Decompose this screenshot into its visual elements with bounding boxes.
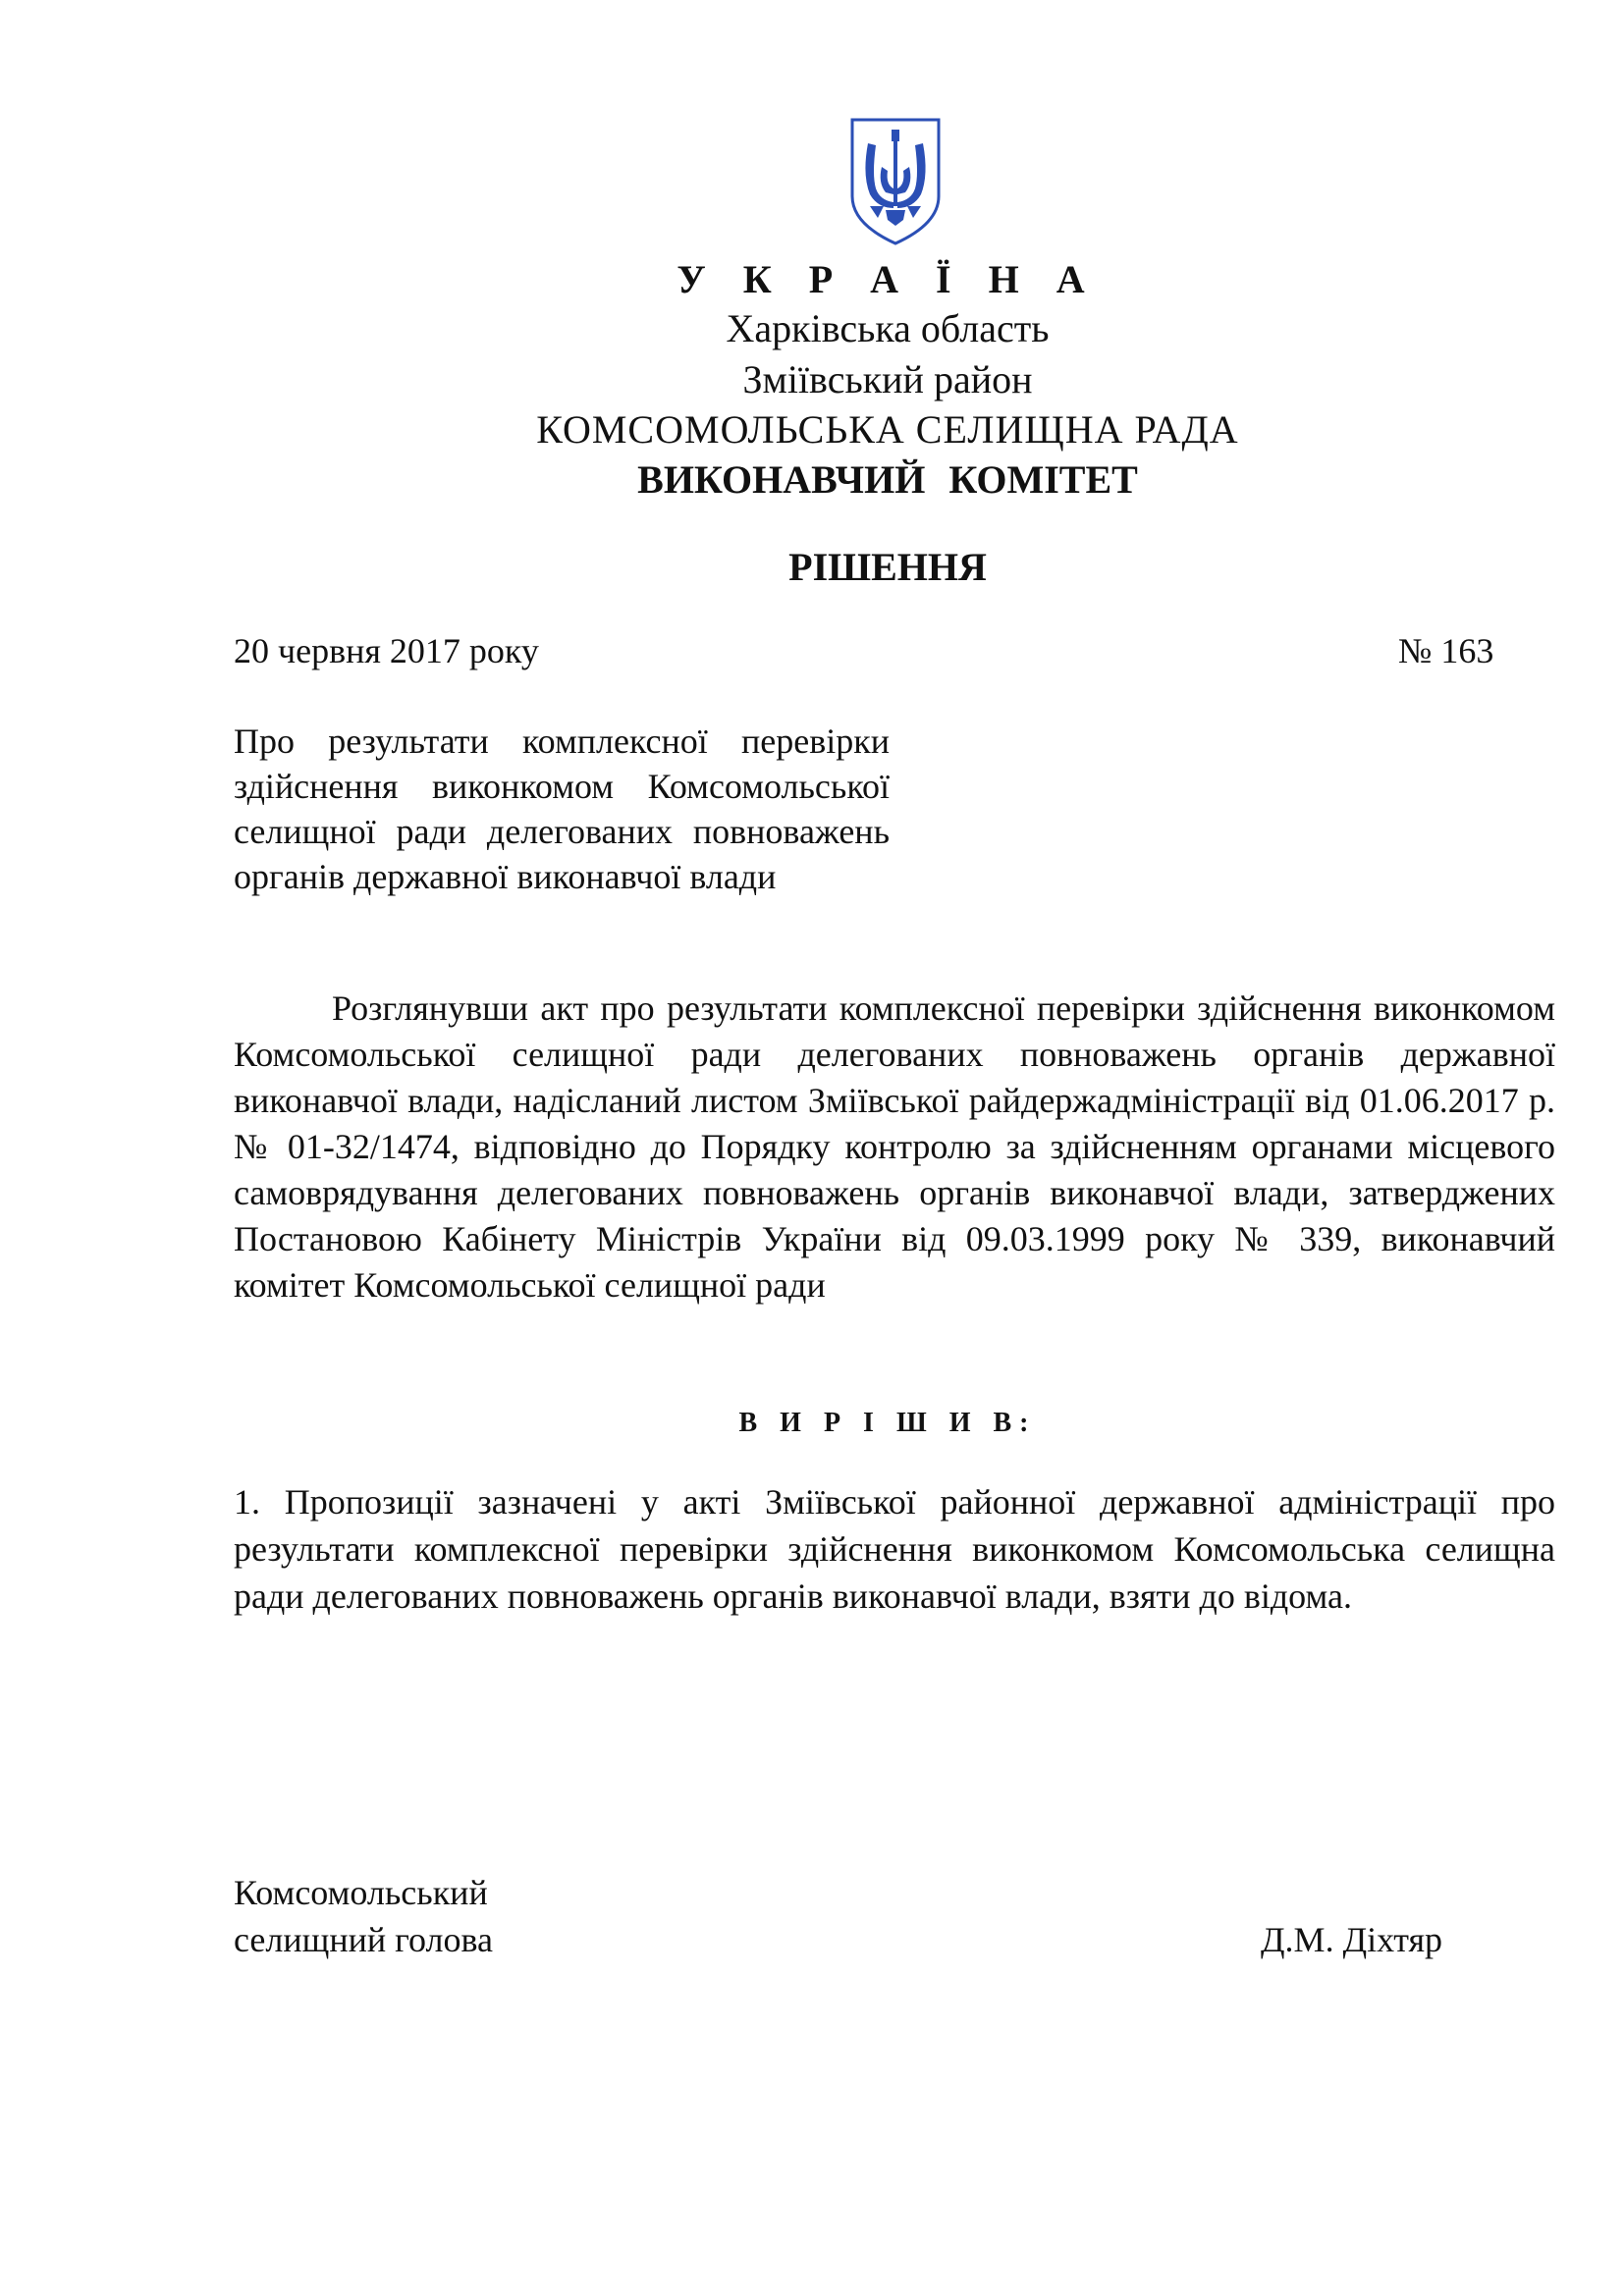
signatory-name: Д.М. Діхтяр <box>1261 1920 1443 1959</box>
signatory-position-line2: селищний голова <box>234 1920 494 1959</box>
decision-subject: Про результати комплексної перевірки здійснення виконкомом Комсомольської селищної ради делегованих повноважень органів державної виконавчої влади <box>234 721 890 896</box>
committee-name: ВИКОНАВЧИЙ КОМІТЕТ <box>637 457 1138 502</box>
oblast-line: Харківська область <box>726 306 1050 350</box>
signatory-position-line1: Комсомольський <box>234 1873 488 1912</box>
country-title: У К Р А Ї Н А <box>677 257 1099 301</box>
resolution-item: 1. Пропозиції зазначені у акті Зміївської районної державної адміністрації про результати комплексної перевірки здійснення виконкомом Комсомольська селищна ради делегованих повноважень органів виконавчої влади, взяти до відома. <box>234 1482 1555 1616</box>
signatory-position <box>234 1869 493 1963</box>
resolution-heading: В И Р І Ш И В: <box>738 1408 1037 1438</box>
council-name: КОМСОМОЛЬСЬКА СЕЛИЩНА РАДА <box>536 407 1239 452</box>
decision-number: № 163 <box>1398 631 1494 670</box>
trident-emblem-icon <box>848 116 943 247</box>
document-type-title: РІШЕННЯ <box>788 545 987 589</box>
decision-date: 20 червня 2017 року <box>234 631 539 670</box>
preamble-paragraph: Розглянувши акт про результати комплексної перевірки здійснення виконкомом Комсомольської селищної ради делегованих повноважень органів державної виконавчої влади, надісланий листом Зміївської райдержадміністрації від 01.06.2017 р. № 01-32/1474, відповідно до Порядку контролю за здійсненням органами місцевого самоврядування делегованих повноважень органів виконавчої влади, затверджених Постановою Кабінету Міністрів України від 09.03.1999 року № 339, виконавчий комітет Комсомольської селищної ради <box>234 988 1555 1305</box>
raion-line: Зміївський район <box>742 357 1033 401</box>
